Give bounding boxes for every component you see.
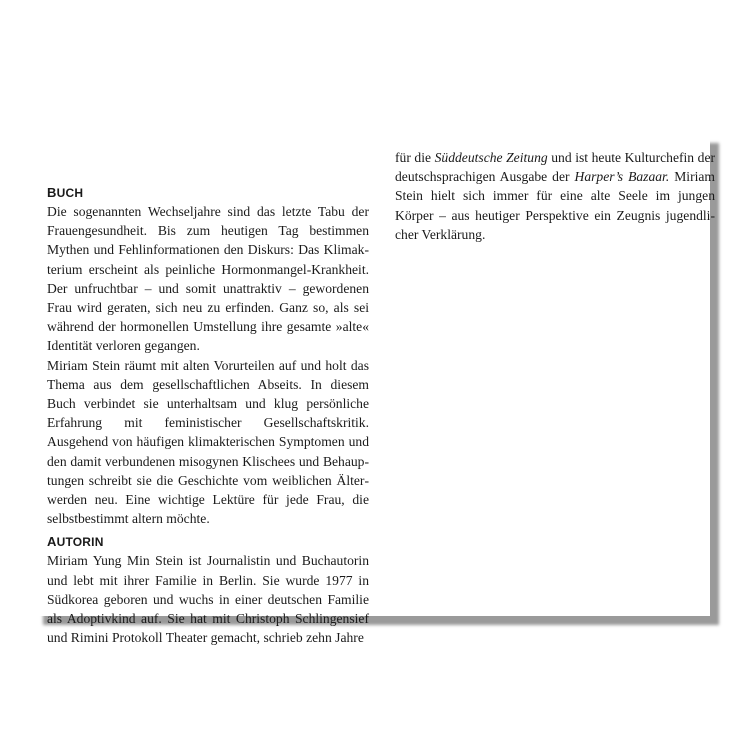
buch-paragraph-1: Die sogenannten Wechseljahre sind das letzte Tabu der Frauengesundheit. Bis zum heutigen Tag bestimmen Mythen und Fehlinformationen den Diskurs: Das Klimakterium erscheint als peinliche Hormonmangel-Krankheit. Der unfruchtbar – und somit unattraktiv – gewordenen Frau wird geraten, sich neu zu erfinden. Ganz so, als sei während der hormonellen Umstellung ihre gesamte »alte« Identität verloren gegangen. (47, 204, 369, 354)
autorin-heading: AUTORIN (47, 534, 104, 550)
autorin-paragraph-continued (395, 148, 715, 244)
sz-title: Süddeutsche Zeitung (434, 150, 548, 165)
buch-heading: BUCH (47, 185, 84, 200)
left-column (47, 184, 369, 647)
bazaar-title: Harper’s Bazaar. (574, 169, 670, 185)
text-end: Miriam Stein hielt sich immer für eine alte Seele im jungen Körper – aus heutiger Perspektive ein Zeugnis jugendlicher Verklärung. (395, 169, 715, 242)
text-before-sz: für die (395, 150, 435, 165)
autorin-paragraph: Miriam Yung Min Stein ist Journalistin und Buchautorin und lebt mit ihrer Familie in Berlin. Sie wurde 1977 in Südkorea geboren und wuchs in einer deutschen Familie als Adoptivkind auf. Sie hat mit Christoph Schlingensief und Rimini Protokoll Theater gemacht, schrieb zehn Jahre (47, 553, 369, 646)
right-column (395, 148, 715, 244)
text-after-sz: und ist heute Kulturchefin der deutschsprachigen Ausgabe der (395, 150, 715, 185)
book-back-cover-page (34, 134, 715, 646)
buch-paragraph-2: Miriam Stein räumt mit alten Vorurteilen auf und holt das Thema aus dem gesellschaftlichen Abseits. In diesem Buch verbindet sie unterhaltsam und klug persönliche Erfahrung mit feministischer Gesellschaftskritik. Ausgehend von häufigen klimakterischen Symptomen und den damit verbundenen misogynen Klischees und Behauptungen schreibt sie die Geschichte vom weiblichen Älterwerden neu. Eine wichtige Lektüre für jede Frau, die selbstbestimmt altern möchte. (47, 357, 369, 527)
